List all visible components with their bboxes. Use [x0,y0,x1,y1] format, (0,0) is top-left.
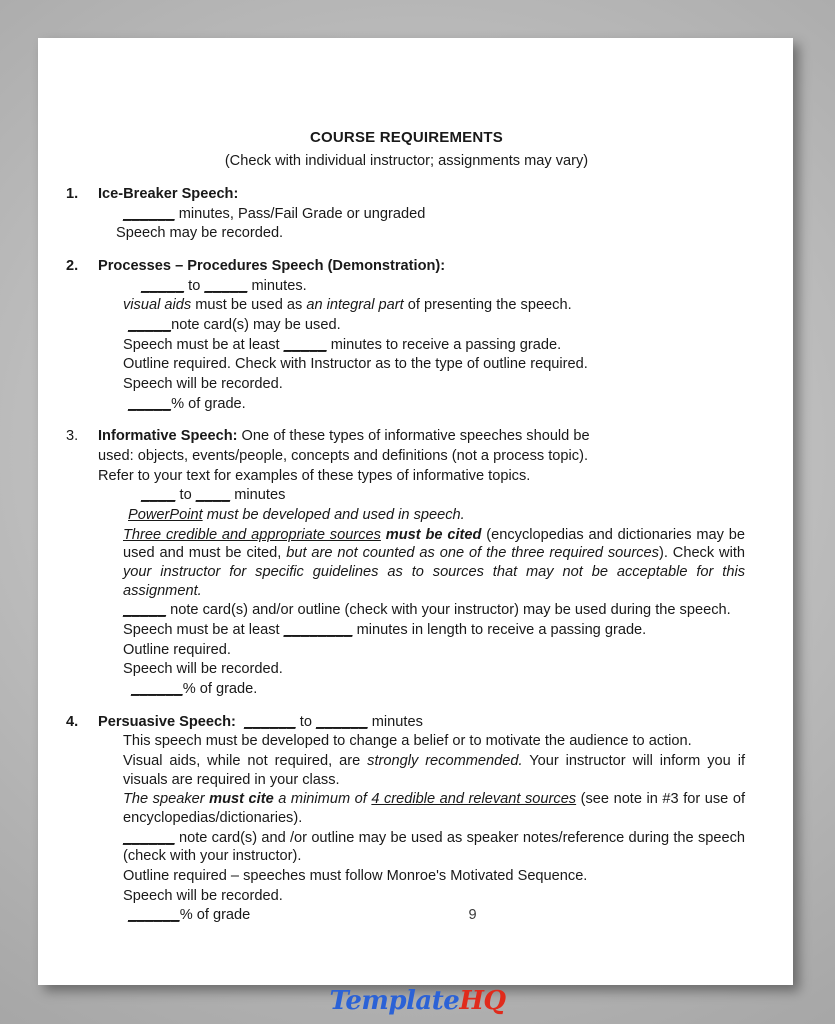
item-2-line-6: Speech will be recorded. [123,375,283,392]
templatehq-watermark [0,988,835,1014]
item-3-passing-paragraph [123,621,745,640]
blank-minutes-from: ____ [141,487,176,504]
item-3-percent-line [131,680,745,699]
item-3-heading-label: Informative Speech: [98,428,238,445]
item-3-line-2 [128,506,745,525]
item-3-heading-line2: used: objects, events/people, concepts and definitions (not a process topic). [98,447,588,464]
integral-part-emphasis: an integral part [306,297,404,314]
item-3-outline-line: Outline required. [123,641,231,658]
requirement-item-3 [38,427,793,698]
percent-grade-text: % of grade [179,907,251,924]
a-minimum-of-text: a minimum of [273,791,372,808]
minutes-text: minutes. [247,277,307,294]
powerpoint-emphasis: PowerPoint [128,506,203,523]
item-3-heading-line3: Refer to your text for examples of these types of informative topics. [98,467,531,484]
document-body [38,38,793,985]
percent-grade-text: % of grade. [182,680,258,697]
item-4-note-cards-paragraph [123,829,745,866]
strongly-recommended-emphasis: strongly recommended. [367,753,523,769]
minutes-text: minutes [230,487,286,504]
item-3-heading-rest: One of these types of informative speeches should be [237,428,590,445]
blank-minutes: ______ [123,205,175,222]
visual-aids-emphasis: visual aids [123,297,192,314]
note-cards-text: note card(s) and /or outline may be used as speaker notes/reference during the speech (check with your instructor). [123,829,745,865]
document-page [38,38,793,985]
item-4-recorded-line: Speech will be recorded. [123,887,283,904]
requirement-item-2 [38,257,793,413]
item-heading-2: Processes – Procedures Speech (Demonstration): [98,257,446,274]
see-note-text: (see note in #3 for use of encyclopedias/dictionaries). [123,791,745,827]
to-text: to [184,277,205,294]
item-2-line-7 [128,395,745,414]
item-number-1: 1. [66,185,79,202]
item-heading-4 [98,713,745,732]
requirement-item-1 [38,185,793,243]
blank-note-cards: _____ [128,316,172,333]
must-cite-emphasis: must cite [209,791,274,808]
item-1-minutes-text: minutes, Pass/Fail Grade or ungraded [174,205,426,222]
minutes-text: minutes [367,713,423,730]
percent-grade-text: % of grade. [171,395,246,412]
watermark-secondary-text: HQ [459,986,506,1016]
blank-note-cards: _____ [123,602,167,619]
page-subtitle: (Check with individual instructor; assignments may vary) [224,153,589,170]
note-cards-text: note card(s) and/or outline (check with your instructor) may be used during the speech. [166,602,731,619]
blank-minutes-from: _____ [141,277,185,294]
item-2-line-2 [123,296,745,315]
blank-note-cards: ______ [123,829,175,846]
blank-min-length: ________ [283,621,353,638]
to-text: to [295,713,317,730]
must-be-cited-emphasis: must be cited [380,526,482,543]
encyclopedias-text: (encyclopedias and dictionaries may be used and must be cited, [123,526,746,562]
visual-aids-post-text: Your instructor will inform you if visuals are required in your class. [123,753,746,788]
blank-minutes-from: ______ [244,713,296,730]
item-number-3: 3. [66,428,79,445]
blank-minutes-to: _____ [204,277,248,294]
watermark-primary-text: Template [329,986,460,1016]
blank-min-passing: _____ [283,336,327,353]
item-2-line-3 [128,316,745,335]
item-1-line-2: Speech may be recorded. [116,225,284,242]
blank-minutes-to: ____ [195,487,231,504]
item-2-line-5: Outline required. Check with Instructor as to the type of outline required. [123,356,588,373]
to-text: to [175,487,196,504]
min-length-text: minutes in length to receive a passing grade. [352,621,647,638]
item-1-line-1 [123,205,745,224]
item-4-developed-paragraph: This speech must be developed to change a belief or to motivate the audience to action. [123,733,692,750]
visual-aids-pre-text: Visual aids, while not required, are [123,753,368,769]
item-4-visual-aids-paragraph [123,752,745,789]
blank-minutes-to: ______ [316,713,368,730]
blank-percent-grade: _____ [128,395,172,412]
must-be-used-text: must be used as [191,297,307,314]
speech-at-least-text: Speech must be at least [123,336,284,353]
item-3-line-1 [141,486,745,505]
the-speaker-text: The speaker [123,791,210,808]
your-instructor-emphasis: your instructor for specific guidelines as to sources that may not be acceptable for this assignment. [123,563,745,599]
requirement-item-4 [38,713,793,925]
presenting-speech-text: of presenting the speech. [403,297,572,314]
item-3-sources-paragraph [123,526,745,601]
item-4-outline-line: Outline required – speeches must follow Monroe's Motivated Sequence. [123,868,588,885]
item-3-recorded-line: Speech will be recorded. [123,661,283,678]
powerpoint-rest-text: must be developed and used in speech. [202,506,465,523]
blank-percent-grade: ______ [131,680,183,697]
three-sources-emphasis: Three credible and appropriate sources [123,526,381,543]
item-2-line-1 [141,277,745,296]
passing-grade-text: minutes to receive a passing grade. [326,336,562,353]
item-heading-1: Ice-Breaker Speech: [98,185,239,202]
page-number: 9 [468,907,477,923]
item-heading-3 [98,427,745,446]
note-cards-text: note card(s) may be used. [171,316,341,333]
blank-percent-grade: ______ [128,907,180,924]
item-2-line-4 [123,336,745,355]
item-4-heading-label: Persuasive Speech: [98,713,236,730]
speech-at-least-text: Speech must be at least [123,621,284,638]
item-number-4: 4. [66,713,79,730]
four-sources-emphasis: 4 credible and relevant sources [371,791,577,808]
not-counted-emphasis: but are not counted as one of the three required sources [286,545,659,562]
item-3-note-cards-paragraph [123,601,745,620]
check-with-text: ). Check with [658,545,745,562]
item-number-2: 2. [66,257,79,274]
page-title: COURSE REQUIREMENTS [310,129,503,146]
item-4-sources-paragraph [123,790,745,827]
